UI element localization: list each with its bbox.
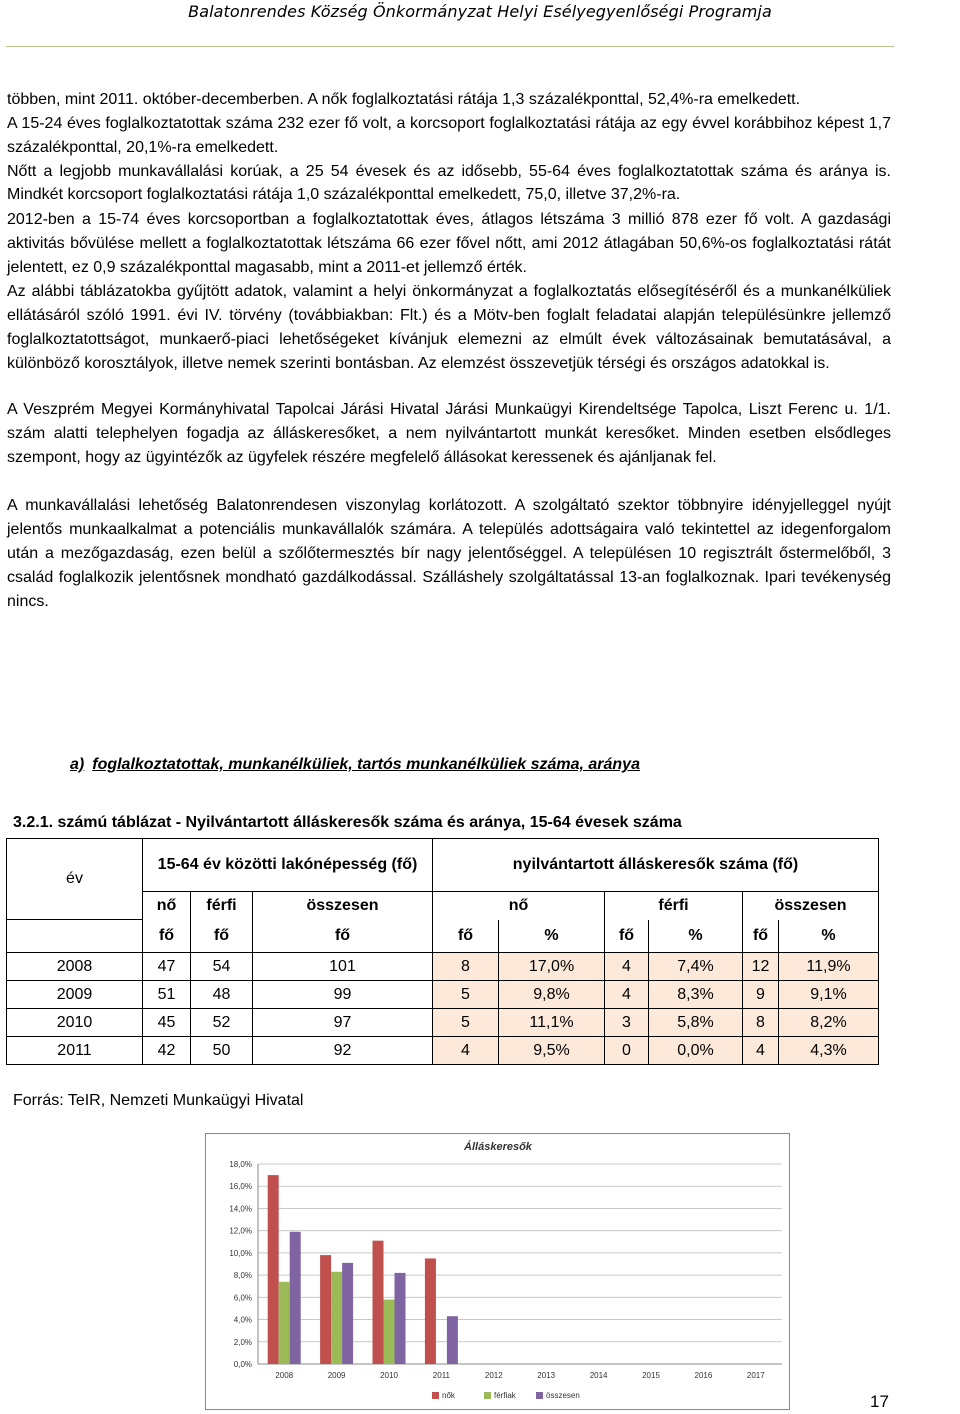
unit-cell: fő <box>143 920 191 953</box>
table-cell: 0,0% <box>649 1037 743 1065</box>
sub-header: nő <box>143 892 191 920</box>
table-cell: 52 <box>191 1009 253 1037</box>
y-tick-label: 18,0% <box>229 1160 252 1169</box>
table-row <box>7 953 879 981</box>
bar-nők <box>425 1258 436 1364</box>
table-cell: 4 <box>433 1037 499 1065</box>
bar-összesen <box>395 1273 406 1364</box>
table-cell: 5,8% <box>649 1009 743 1037</box>
table-cell: 2009 <box>7 981 143 1009</box>
x-tick-label: 2014 <box>589 1371 608 1380</box>
bar-chart <box>206 1134 789 1409</box>
header-year: év <box>7 839 143 920</box>
table-cell: 5 <box>433 981 499 1009</box>
y-tick-label: 8,0% <box>233 1271 252 1281</box>
table-cell: 12 <box>743 953 779 981</box>
table-cell: 9,5% <box>499 1037 605 1065</box>
bar-férfiak <box>384 1300 395 1364</box>
table-cell: 2011 <box>7 1037 143 1065</box>
table-cell: 4,3% <box>779 1037 879 1065</box>
table-cell: 8,2% <box>779 1009 879 1037</box>
page-header <box>0 0 960 48</box>
legend-label: összesen <box>546 1391 580 1400</box>
bar-nők <box>373 1241 384 1364</box>
paragraph-1: többen, mint 2011. október-decemberben. A nők foglalkoztatási rátája 1,3 százalékponttal, 52,4%-ra emelkedett. <box>7 91 801 108</box>
sub-header: összesen <box>743 892 879 920</box>
bar-férfiak <box>279 1282 290 1364</box>
table-cell: 50 <box>191 1037 253 1065</box>
table-row <box>7 1037 879 1065</box>
table-cell: 7,4% <box>649 953 743 981</box>
table-cell: 9,1% <box>779 981 879 1009</box>
table-cell: 4 <box>605 953 649 981</box>
unit-cell: fő <box>253 920 433 953</box>
table-cell: 42 <box>143 1037 191 1065</box>
table-title: 3.2.1. számú táblázat - Nyilvántartott álláskeresők száma és aránya, 15-64 évesek száma <box>13 814 682 831</box>
legend-label: férfiak <box>494 1391 516 1400</box>
chart-container <box>205 1133 790 1410</box>
x-tick-label: 2017 <box>746 1371 765 1380</box>
x-tick-label: 2012 <box>484 1371 503 1380</box>
legend-label: nők <box>442 1391 455 1400</box>
paragraph-2a: A 15-24 éves foglalkoztatottak száma 232 ezer fő volt, a korcsoport foglalkoztatási rátája az egy évvel korábbihoz képest 1,7 százalékponttal, 20,1%-ra emelkedett. <box>7 115 891 156</box>
bar-összesen <box>290 1232 301 1364</box>
y-tick-label: 10,0% <box>229 1248 252 1258</box>
header-registered: nyilvántartott álláskeresők száma (fő) <box>433 839 879 892</box>
header-population: 15-64 év közötti lakónépesség (fő) <box>143 839 433 892</box>
paragraph-3: 2012-ben a 15-74 éves korcsoportban a foglalkoztatottak éves, átlagos létszáma 3 millió 878 ezer fő volt. A gazdasági aktivitás bővülése mellett a foglalkoztatottak létszáma 66 ezer fővel nőtt, ami 2012 átlagában 50,6%-os foglalkoztatási rátát jelentett, ez 0,9 százalékponttal magasabb, mint a 2011-et jellemző érték. <box>7 211 891 276</box>
table-cell: 4 <box>605 981 649 1009</box>
x-tick-label: 2010 <box>380 1371 398 1380</box>
sub-header: összesen <box>253 892 433 920</box>
y-tick-label: 6,0% <box>233 1293 252 1303</box>
bar-nők <box>268 1175 279 1364</box>
bar-összesen <box>447 1316 458 1364</box>
unit-cell: % <box>779 920 879 953</box>
table-cell: 9,8% <box>499 981 605 1009</box>
table-source: Forrás: TeIR, Nemzeti Munkaügyi Hivatal <box>13 1092 304 1109</box>
x-tick-label: 2008 <box>275 1371 294 1380</box>
legend-swatch <box>536 1392 543 1399</box>
y-tick-label: 0,0% <box>233 1360 252 1369</box>
unit-cell: fő <box>743 920 779 953</box>
x-tick-label: 2011 <box>432 1371 451 1380</box>
table-cell: 8 <box>433 953 499 981</box>
y-tick-label: 2,0% <box>233 1337 252 1347</box>
paragraph-4: Az alábbi táblázatokba gyűjtött adatok, valamint a helyi önkormányzat a foglalkoztatás elősegítéséről és a munkanélküliek ellátásáról szóló 1991. évi IV. törvény (továbbiakban: Flt.) és a Mötv-ben foglalt feladatai alapján településünkre jellemző foglalkoztatottságot, munkaerő-piaci lehetőségeket kívánjuk elemezni az elmúlt évek változásainak bemutatásával, a különböző korosztályok, illetve nemek szerinti bontásban. Az elemzést összevetjük térségi és országos adatokkal is. <box>7 283 891 372</box>
unit-cell: % <box>499 920 605 953</box>
y-tick-label: 16,0% <box>229 1182 252 1192</box>
unit-cell: fő <box>191 920 253 953</box>
y-tick-label: 12,0% <box>229 1226 252 1236</box>
table-cell: 0 <box>605 1037 649 1065</box>
legend-swatch <box>432 1392 439 1399</box>
table-cell: 2010 <box>7 1009 143 1037</box>
table-cell: 11,9% <box>779 953 879 981</box>
table-cell: 47 <box>143 953 191 981</box>
table-cell: 101 <box>253 953 433 981</box>
sub-header: férfi <box>191 892 253 920</box>
page-number: 17 <box>870 1392 889 1411</box>
table-cell: 17,0% <box>499 953 605 981</box>
table-cell: 45 <box>143 1009 191 1037</box>
unit-cell <box>7 920 143 953</box>
table-cell: 2008 <box>7 953 143 981</box>
table-cell: 8,3% <box>649 981 743 1009</box>
header-divider <box>6 46 894 47</box>
table-cell: 9 <box>743 981 779 1009</box>
unit-cell: fő <box>433 920 499 953</box>
table-cell: 48 <box>191 981 253 1009</box>
table-row <box>7 1009 879 1037</box>
table-cell: 97 <box>253 1009 433 1037</box>
table-cell: 54 <box>191 953 253 981</box>
bar-férfiak <box>331 1272 342 1364</box>
x-tick-label: 2016 <box>694 1371 713 1380</box>
jobseekers-table <box>6 838 879 1065</box>
x-tick-label: 2015 <box>642 1371 660 1380</box>
chart-title: Álláskeresők <box>464 1141 532 1153</box>
table-cell: 5 <box>433 1009 499 1037</box>
table-cell: 11,1% <box>499 1009 605 1037</box>
sub-header: férfi <box>605 892 743 920</box>
table-cell: 99 <box>253 981 433 1009</box>
table-cell: 8 <box>743 1009 779 1037</box>
bar-összesen <box>342 1263 353 1364</box>
header-title: Balatonrendes Község Önkormányzat Helyi Esélyegyenlőségi Programja <box>188 2 772 21</box>
section-heading <box>70 756 648 774</box>
body-text <box>7 88 891 614</box>
y-tick-label: 4,0% <box>233 1315 252 1325</box>
paragraph-5: A Veszprém Megyei Kormányhivatal Tapolcai Járási Hivatal Járási Munkaügyi Kirendeltsége Tapolca, Liszt Ferenc u. 1/1. szám alatti telephelyen fogadja az álláskeresőket, a nem nyilvántartott munkát keresőket. Minden esetben elsődleges szempont, hogy az ügyintézők az ügyfelek részére megfelelő állásokat keressenek és ajánljanak fel. <box>7 401 891 466</box>
section-marker: a) <box>70 756 85 773</box>
paragraph-6: A munkavállalási lehetőség Balatonrendesen viszonylag korlátozott. A szolgáltató szektor többnyire idényjelleggel nyújt jelentős munkaalkalmat a potenciális munkavállalók számára. A település adottságaira való tekintettel az idegenforgalom után a mezőgazdaság, ezen belül a szőlőtermesztés bír nagy jelentőséggel. A településen 10 regisztrált őstermelőből, 3 család foglalkozik jelentősnek mondható gazdálkodással. Szálláshely szolgáltatással 13-an foglalkoznak. Ipari tevékenység nincs. <box>7 497 891 610</box>
table-cell: 51 <box>143 981 191 1009</box>
x-tick-label: 2013 <box>537 1371 556 1380</box>
table-cell: 3 <box>605 1009 649 1037</box>
x-tick-label: 2009 <box>327 1371 346 1380</box>
table-cell: 92 <box>253 1037 433 1065</box>
bar-nők <box>320 1255 331 1364</box>
section-title: foglalkoztatottak, munkanélküliek, tartós munkanélküliek száma, aránya <box>92 756 640 773</box>
sub-header: nő <box>433 892 605 920</box>
table-row <box>7 981 879 1009</box>
legend-swatch <box>484 1392 491 1399</box>
unit-cell: % <box>649 920 743 953</box>
paragraph-2b: Nőtt a legjobb munkavállalási korúak, a 25 54 évesek és az idősebb, 55-64 éves foglalkoztatottak száma és aránya is. Mindkét korcsoport foglalkoztatási rátája 1,0 százalékponttal emelkedett, 75,0, illetve 37,2%-ra. <box>7 163 891 203</box>
y-tick-label: 14,0% <box>229 1204 252 1214</box>
table-cell: 4 <box>743 1037 779 1065</box>
unit-cell: fő <box>605 920 649 953</box>
